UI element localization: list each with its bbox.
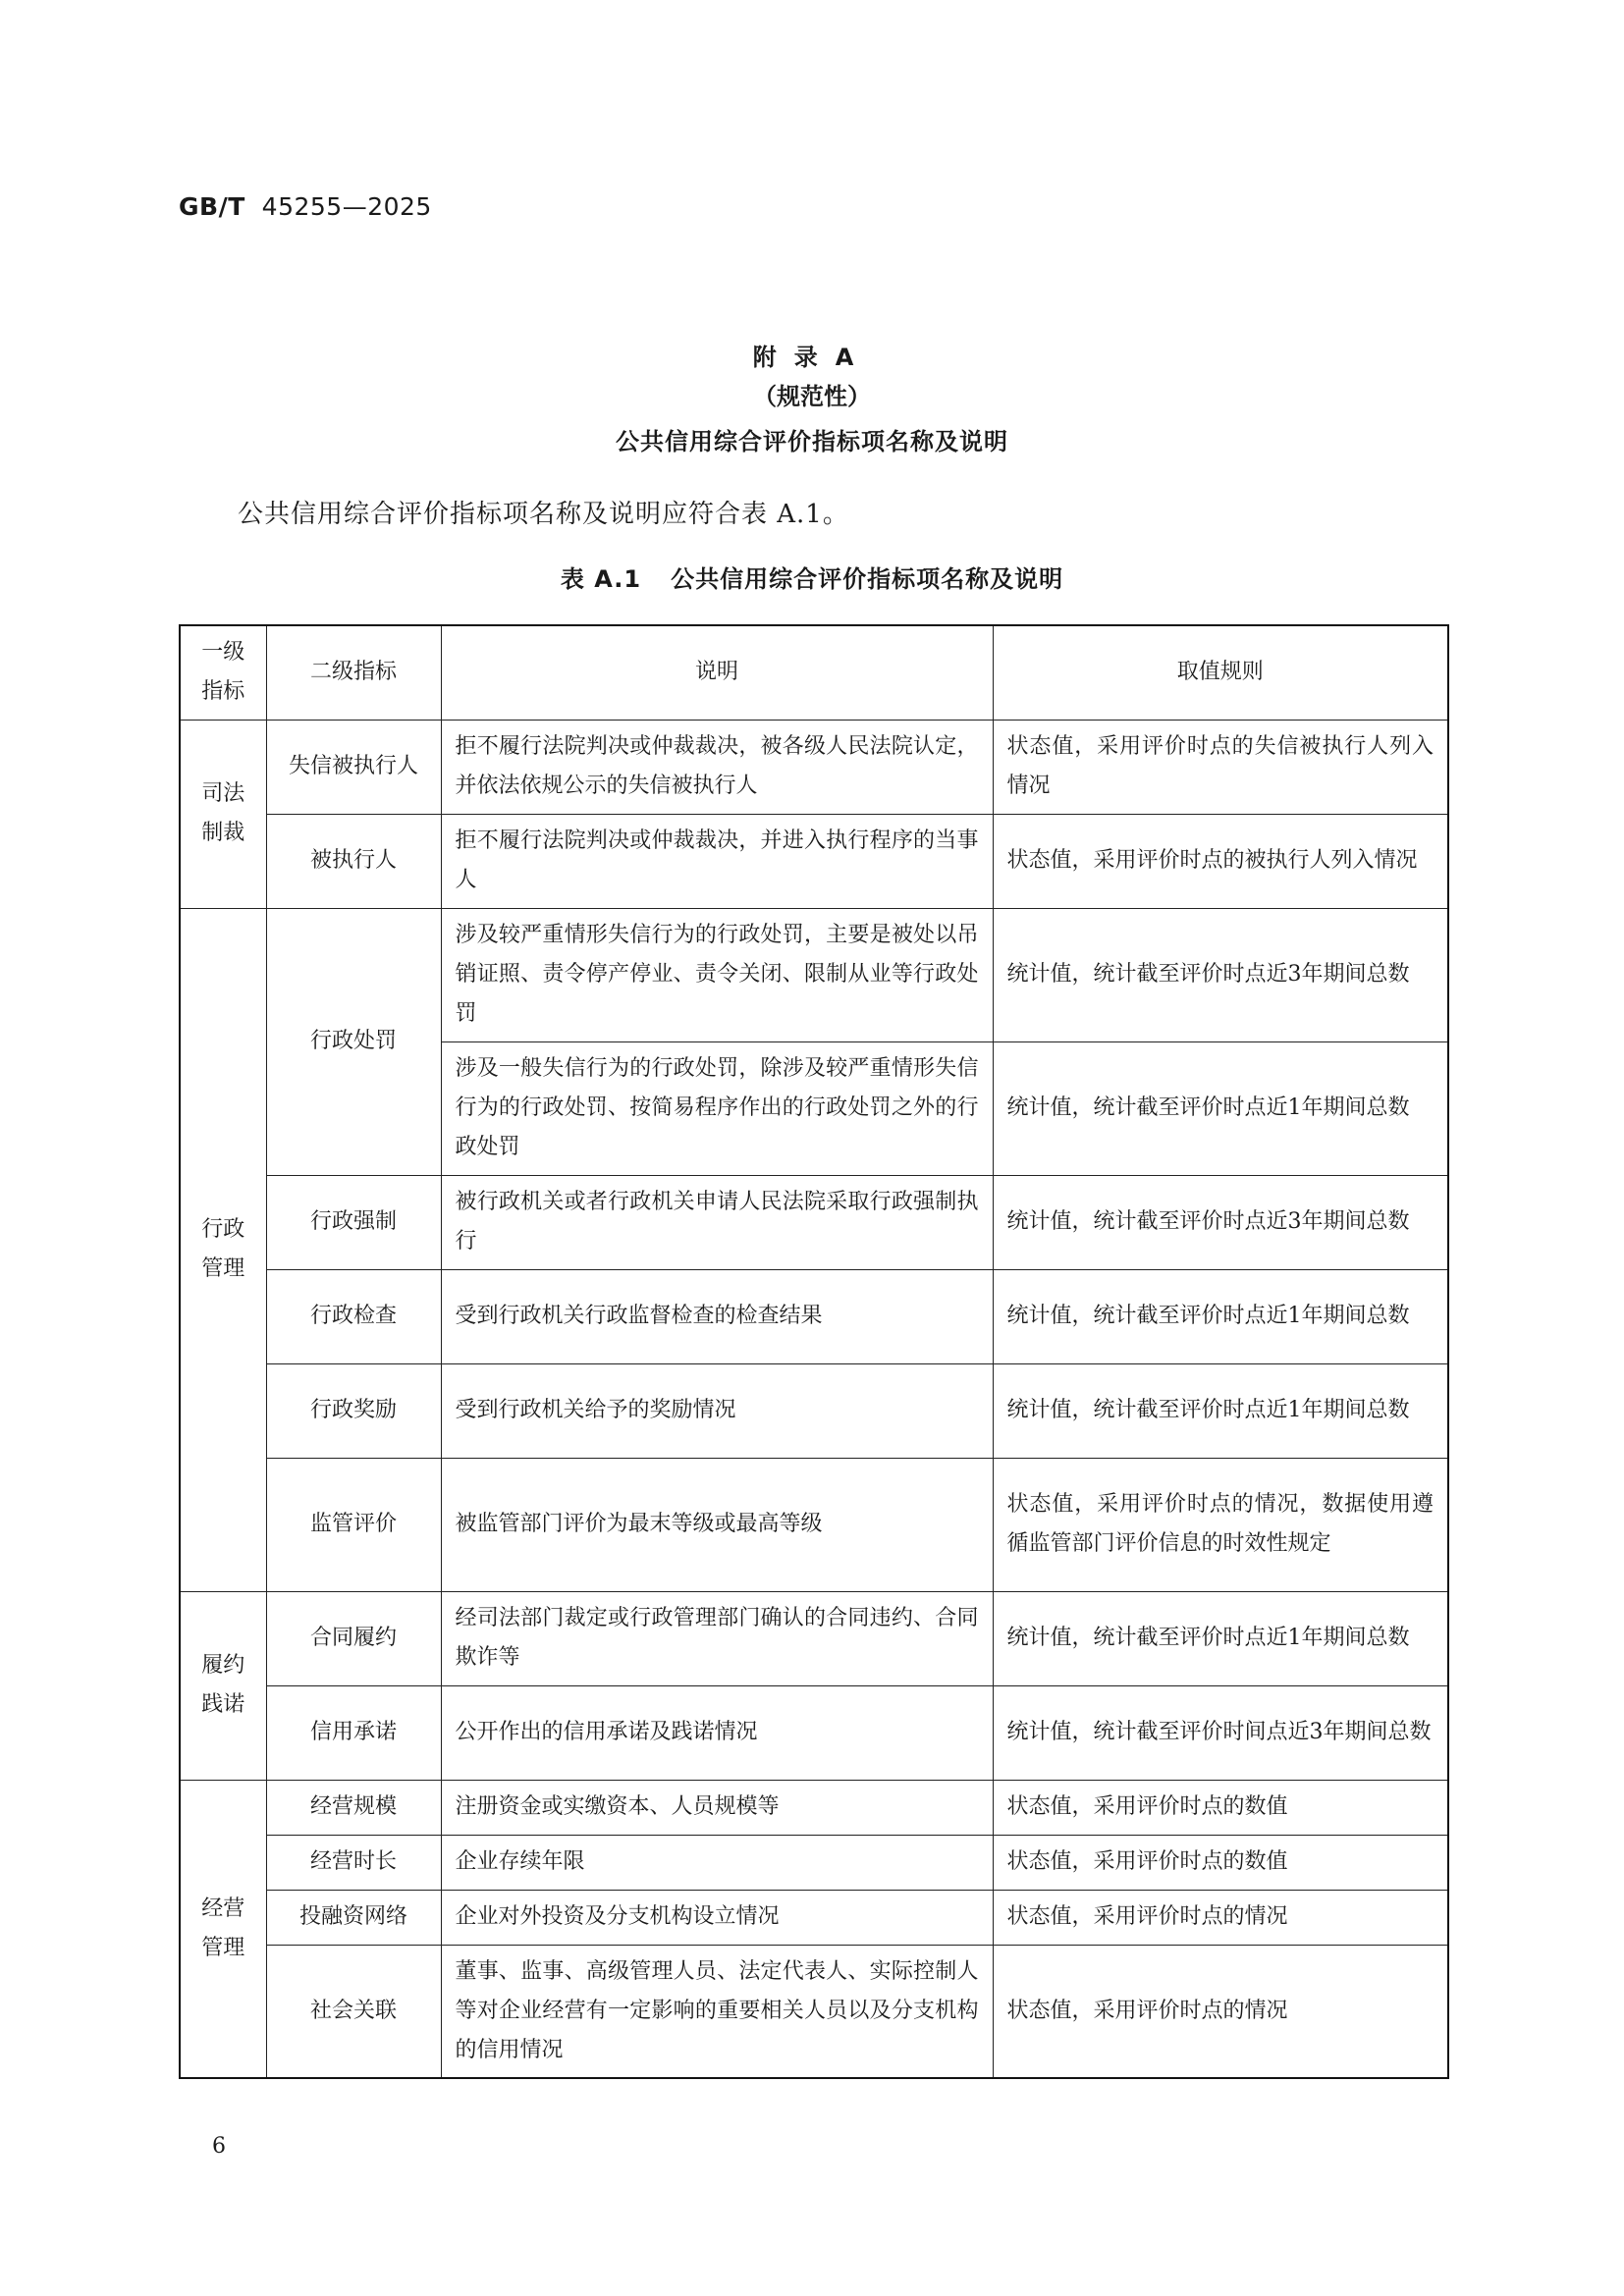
level2-cell: 监管评价 — [266, 1458, 441, 1591]
value-rule-cell: 统计值，统计截至评价时点近1年期间总数 — [993, 1269, 1448, 1363]
table-row — [180, 1780, 1448, 1835]
page-number: 6 — [212, 2134, 226, 2159]
level2-cell: 行政奖励 — [266, 1363, 441, 1458]
description-cell: 受到行政机关给予的奖励情况 — [441, 1363, 993, 1458]
annex-heading: 公共信用综合评价指标项名称及说明 — [616, 428, 1008, 455]
table-row — [180, 1363, 1448, 1458]
level2-cell: 行政检查 — [266, 1269, 441, 1363]
value-rule-cell: 统计值，统计截至评价时点近1年期间总数 — [993, 1591, 1448, 1685]
table-caption-number: 表 A.1 — [560, 565, 642, 593]
standard-code — [179, 192, 432, 221]
table-row — [180, 1890, 1448, 1945]
table-row — [180, 1835, 1448, 1890]
description-cell: 董事、监事、高级管理人员、法定代表人、实际控制人等对企业经营有一定影响的重要相关人员以及分支机构的信用情况 — [441, 1945, 993, 2078]
level2-cell: 合同履约 — [266, 1591, 441, 1685]
table-row — [180, 1269, 1448, 1363]
level2-cell: 行政强制 — [266, 1175, 441, 1269]
description-cell: 被监管部门评价为最末等级或最高等级 — [441, 1458, 993, 1591]
table-row — [180, 1685, 1448, 1780]
table-row — [180, 1458, 1448, 1591]
description-cell: 企业存续年限 — [441, 1835, 993, 1890]
table-caption-title: 公共信用综合评价指标项名称及说明 — [671, 565, 1064, 593]
description-cell: 涉及一般失信行为的行政处罚，除涉及较严重情形失信行为的行政处罚、按简易程序作出的行政处罚之外的行政处罚 — [441, 1041, 993, 1175]
description-cell: 拒不履行法院判决或仲裁裁决，并进入执行程序的当事人 — [441, 814, 993, 908]
level1-cell: 行政管理 — [180, 908, 266, 1591]
intro-paragraph: 公共信用综合评价指标项名称及说明应符合表 A.1。 — [238, 500, 849, 529]
value-rule-cell: 统计值，统计截至评价时点近1年期间总数 — [993, 1363, 1448, 1458]
description-cell: 注册资金或实缴资本、人员规模等 — [441, 1780, 993, 1835]
value-rule-cell: 统计值，统计截至评价时点近1年期间总数 — [993, 1041, 1448, 1175]
value-rule-cell: 状态值，采用评价时点的数值 — [993, 1835, 1448, 1890]
description-cell: 被行政机关或者行政机关申请人民法院采取行政强制执行 — [441, 1175, 993, 1269]
level1-cell: 经营管理 — [180, 1780, 266, 2078]
level2-cell: 失信被执行人 — [266, 720, 441, 814]
annex-title: 附录A — [752, 344, 872, 371]
table-caption — [0, 560, 1624, 594]
table-row — [180, 720, 1448, 814]
level2-cell: 经营时长 — [266, 1835, 441, 1890]
header-value-rule: 取值规则 — [993, 625, 1448, 720]
level1-cell: 司法制裁 — [180, 720, 266, 908]
standard-number: 45255—2025 — [261, 192, 432, 221]
header-description: 说明 — [441, 625, 993, 720]
value-rule-cell: 状态值，采用评价时点的情况 — [993, 1890, 1448, 1945]
value-rule-cell: 状态值，采用评价时点的被执行人列入情况 — [993, 814, 1448, 908]
table-row — [180, 1591, 1448, 1685]
indicator-table — [179, 624, 1449, 2079]
value-rule-cell: 状态值，采用评价时点的情况，数据使用遵循监管部门评价信息的时效性规定 — [993, 1458, 1448, 1591]
description-cell: 拒不履行法院判决或仲裁裁决，被各级人民法院认定，并依法依规公示的失信被执行人 — [441, 720, 993, 814]
level2-cell: 行政处罚 — [266, 908, 441, 1175]
level2-cell: 社会关联 — [266, 1945, 441, 2078]
table-row — [180, 908, 1448, 1041]
description-cell: 涉及较严重情形失信行为的行政处罚，主要是被处以吊销证照、责令停产停业、责令关闭、限制从业等行政处罚 — [441, 908, 993, 1041]
level1-cell: 履约践诺 — [180, 1591, 266, 1780]
table-row — [180, 1945, 1448, 2078]
value-rule-cell: 统计值，统计截至评价时点近3年期间总数 — [993, 1175, 1448, 1269]
value-rule-cell: 统计值，统计截至评价时点近3年期间总数 — [993, 908, 1448, 1041]
description-cell: 受到行政机关行政监督检查的检查结果 — [441, 1269, 993, 1363]
standard-prefix: GB/T — [179, 192, 245, 221]
table-header-row — [180, 625, 1448, 720]
header-level1: 一级指标 — [180, 625, 266, 720]
table-row — [180, 1175, 1448, 1269]
value-rule-cell: 状态值，采用评价时点的情况 — [993, 1945, 1448, 2078]
level2-cell: 信用承诺 — [266, 1685, 441, 1780]
description-cell: 经司法部门裁定或行政管理部门确认的合同违约、合同欺诈等 — [441, 1591, 993, 1685]
header-level2: 二级指标 — [266, 625, 441, 720]
value-rule-cell: 状态值，采用评价时点的失信被执行人列入情况 — [993, 720, 1448, 814]
level2-cell: 被执行人 — [266, 814, 441, 908]
value-rule-cell: 统计值，统计截至评价时间点近3年期间总数 — [993, 1685, 1448, 1780]
table-row — [180, 814, 1448, 908]
description-cell: 公开作出的信用承诺及践诺情况 — [441, 1685, 993, 1780]
annex-type: （规范性） — [753, 383, 871, 410]
value-rule-cell: 状态值，采用评价时点的数值 — [993, 1780, 1448, 1835]
level2-cell: 经营规模 — [266, 1780, 441, 1835]
level2-cell: 投融资网络 — [266, 1890, 441, 1945]
description-cell: 企业对外投资及分支机构设立情况 — [441, 1890, 993, 1945]
